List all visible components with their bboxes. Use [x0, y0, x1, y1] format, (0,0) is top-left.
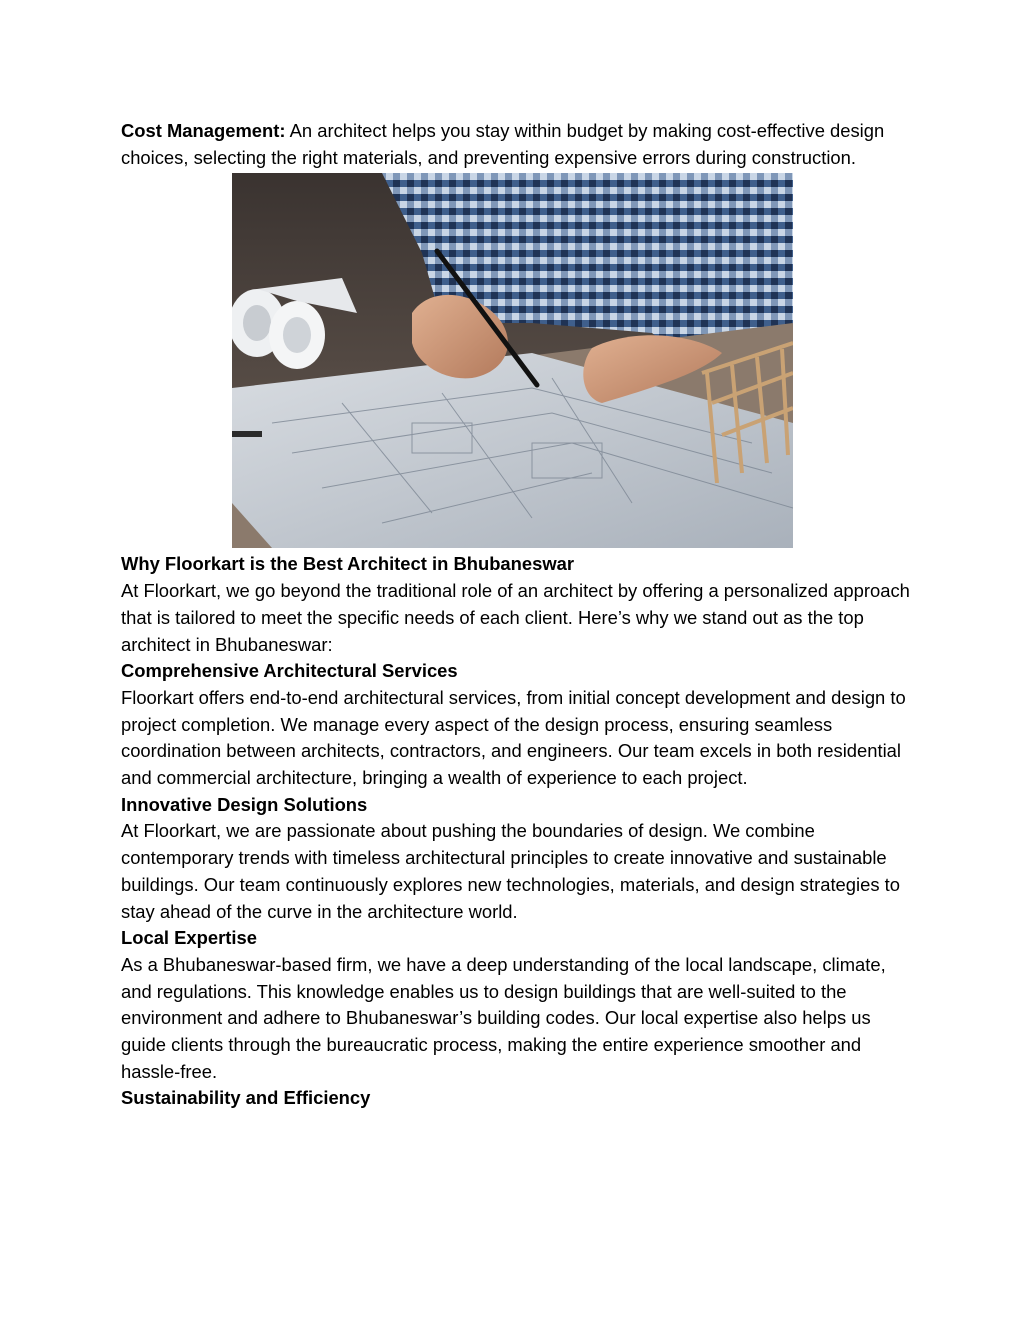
section-heading: Local Expertise — [121, 927, 257, 949]
section-heading: Sustainability and Efficiency — [121, 1087, 371, 1109]
section-heading: Innovative Design Solutions — [121, 793, 368, 815]
section-body: As a Bhubaneswar-based firm, we have a deep understanding of the local landscape, climate, and regulations. This knowledge enables us to design buildings that are well-suited to the environment and adhere to Bhubaneswar’s building codes. Our local expertise also helps us guide clients through the bureaucratic process, making the entire experience smoother and hassle-free. — [121, 953, 886, 1082]
section-heading: Why Floorkart is the Best Architect in Bhubaneswar — [121, 553, 575, 575]
intro-text: An architect helps you stay within budget by making cost-effective design choices, selecting the right materials, and preventing expensive errors during construction. — [121, 120, 885, 168]
section-body: At Floorkart, we are passionate about pushing the boundaries of design. We combine contemporary trends with timeless architectural principles to create innovative and sustainable buildings. Our team continuously explores new technologies, materials, and design strategies to stay ahead of the curve in the architecture world. — [121, 820, 900, 922]
section-body: At Floorkart, we go beyond the traditional role of an architect by offering a personalized approach that is tailored to meet the specific needs of each client. Here’s why we stand out as the top architect in Bhubaneswar: — [121, 580, 910, 655]
architect-photo-illustration — [232, 173, 793, 548]
intro-paragraph — [121, 118, 911, 171]
intro-label: Cost Management: — [121, 120, 286, 141]
section-body: Floorkart offers end-to-end architectural services, from initial concept development and design to project completion. We manage every aspect of the design process, ensuring seamless coordination between architects, contractors, and engineers. Our team excels in both residential and commercial architecture, bringing a wealth of experience to each project. — [121, 686, 906, 789]
architect-photo — [232, 173, 793, 548]
document-content — [121, 118, 911, 1112]
section-heading: Comprehensive Architectural Services — [121, 660, 458, 682]
